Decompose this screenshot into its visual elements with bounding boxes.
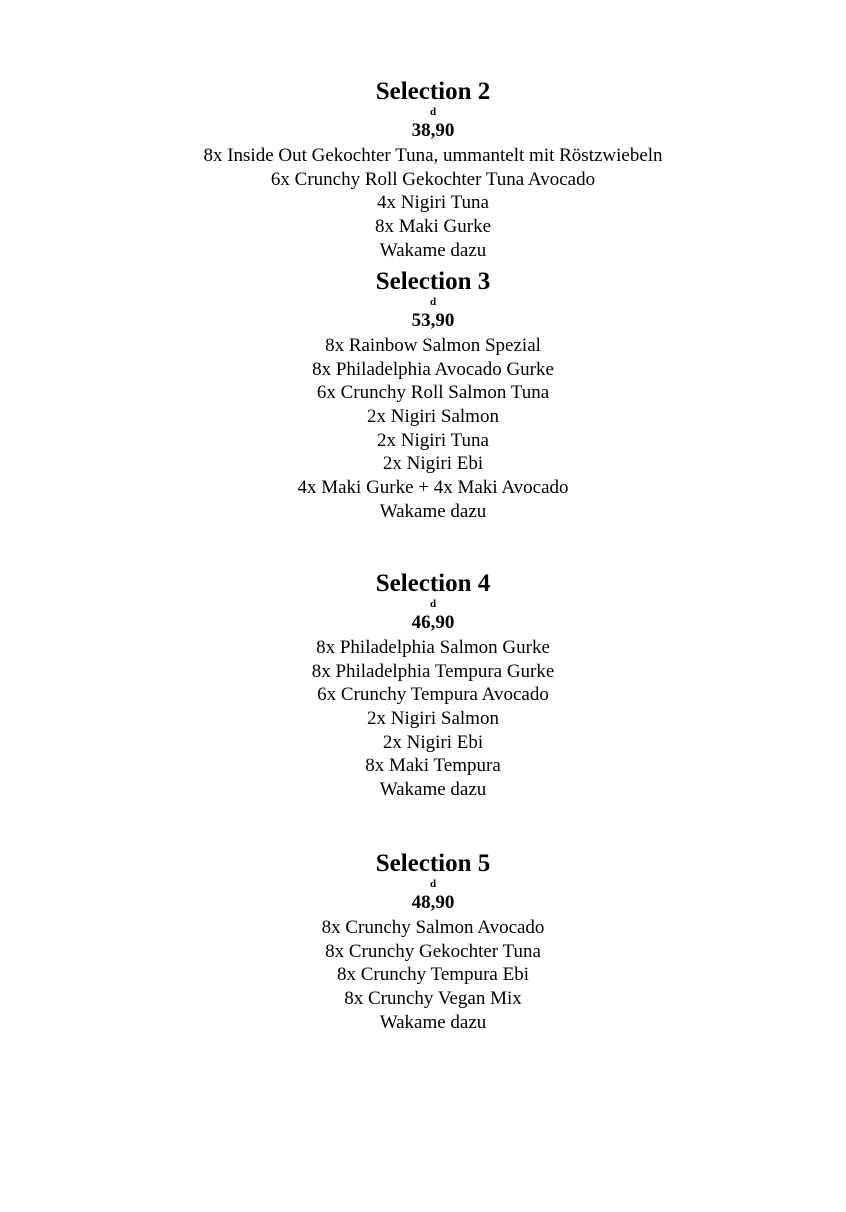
- list-item: 2x Nigiri Salmon: [367, 406, 499, 428]
- section-mark: d: [429, 878, 437, 890]
- list-item: 2x Nigiri Tuna: [377, 429, 489, 451]
- section-price: 38,90: [411, 120, 455, 141]
- list-item: 6x Crunchy Roll Salmon Tuna: [316, 382, 550, 404]
- list-item: 8x Crunchy Tempura Ebi: [337, 964, 529, 986]
- section-title: Selection 2: [375, 78, 491, 105]
- list-item: 2x Nigiri Ebi: [382, 453, 484, 475]
- list-item: Wakame dazu: [379, 1011, 487, 1033]
- section-price: 48,90: [411, 892, 455, 913]
- list-item: 8x Rainbow Salmon Spezial: [325, 335, 541, 356]
- list-item: 8x Maki Gurke: [374, 216, 492, 238]
- section-mark: d: [429, 106, 437, 118]
- item-list: [0, 334, 846, 524]
- list-item: Wakame dazu: [379, 779, 487, 801]
- item-list: [0, 916, 846, 1034]
- list-item: 8x Maki Tempura: [365, 755, 501, 777]
- selection-2: [0, 78, 846, 262]
- selection-5: [0, 850, 846, 1034]
- section-title: Selection 5: [375, 850, 491, 877]
- item-list: [0, 144, 846, 262]
- list-item: 2x Nigiri Ebi: [382, 731, 484, 753]
- section-mark: d: [429, 296, 437, 308]
- section-mark: d: [429, 598, 437, 610]
- list-item: 8x Crunchy Salmon Avocado: [321, 917, 545, 938]
- list-item: Wakame dazu: [379, 500, 487, 522]
- list-item: 8x Philadelphia Tempura Gurke: [311, 660, 555, 682]
- item-list: [0, 636, 846, 802]
- list-item: 4x Nigiri Tuna: [377, 192, 489, 214]
- selection-3: [0, 268, 846, 524]
- list-item: 8x Inside Out Gekochter Tuna, ummantelt mit Röstzwiebeln: [203, 145, 663, 166]
- list-item: 6x Crunchy Tempura Avocado: [317, 684, 549, 706]
- list-item: 2x Nigiri Salmon: [367, 708, 499, 730]
- list-item: 8x Crunchy Gekochter Tuna: [325, 940, 541, 962]
- list-item: 8x Philadelphia Avocado Gurke: [312, 358, 554, 380]
- list-item: 8x Philadelphia Salmon Gurke: [316, 637, 550, 658]
- section-title: Selection 3: [375, 268, 491, 295]
- selection-4: [0, 570, 846, 802]
- list-item: Wakame dazu: [379, 239, 487, 261]
- section-price: 53,90: [411, 310, 455, 331]
- list-item: 6x Crunchy Roll Gekochter Tuna Avocado: [270, 168, 596, 190]
- list-item: 8x Crunchy Vegan Mix: [344, 988, 522, 1010]
- section-price: 46,90: [411, 612, 455, 633]
- list-item: 4x Maki Gurke + 4x Maki Avocado: [297, 477, 569, 499]
- section-title: Selection 4: [375, 570, 491, 597]
